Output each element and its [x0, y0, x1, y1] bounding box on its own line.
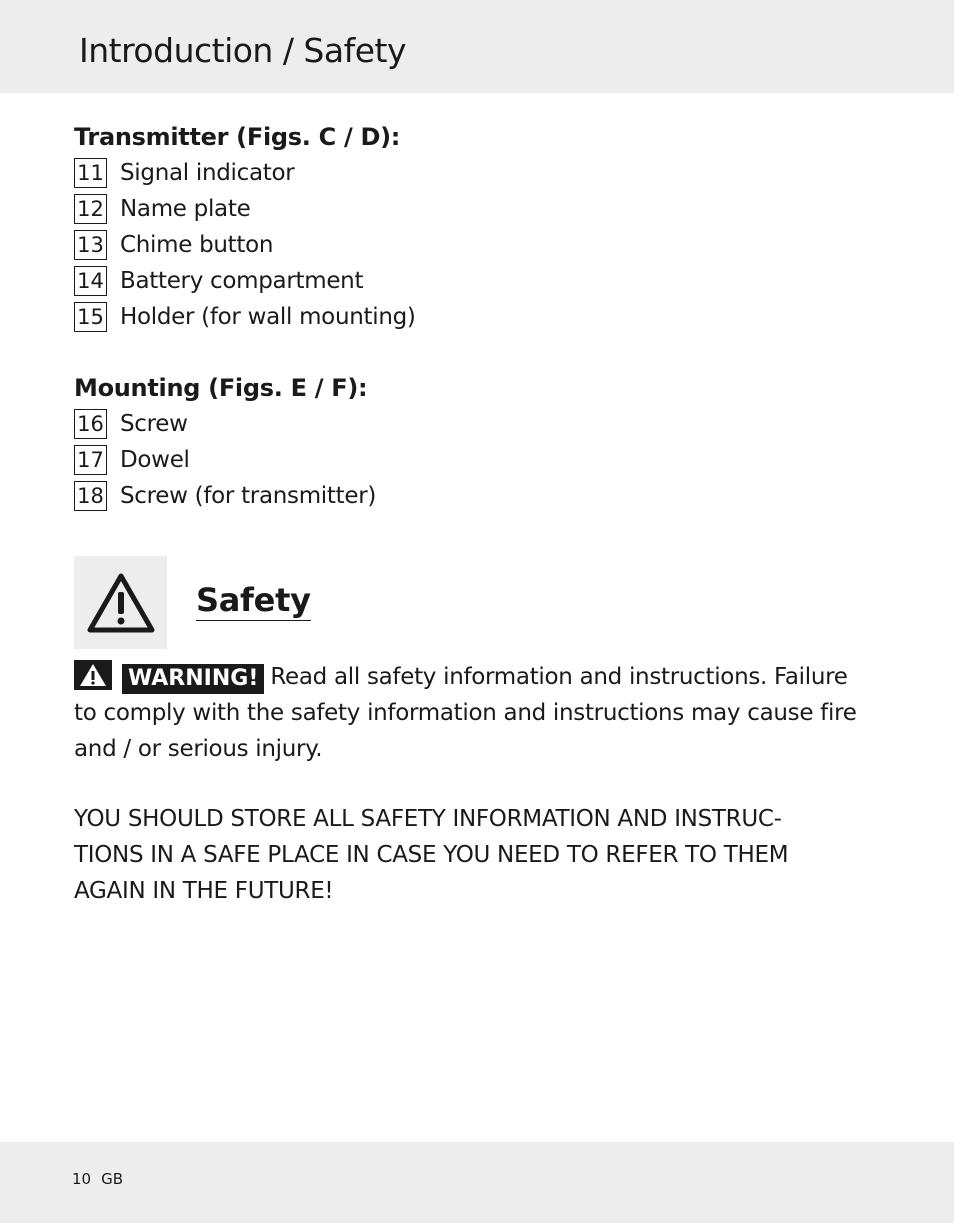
- item-label: Screw: [120, 411, 188, 437]
- item-label: Signal indicator: [120, 160, 295, 186]
- item-number: 11: [74, 158, 107, 188]
- page-header: [0, 0, 954, 93]
- storage-notice-line: AGAIN IN THE FUTURE!: [74, 878, 334, 904]
- list-item: [74, 155, 416, 191]
- item-number: 12: [74, 194, 107, 224]
- storage-notice: [74, 801, 874, 909]
- page-title: Introduction / Safety: [79, 31, 406, 70]
- language-code: GB: [101, 1170, 124, 1188]
- item-number: 18: [74, 481, 107, 511]
- storage-notice-line: TIONS IN A SAFE PLACE IN CASE YOU NEED TO REFER TO THEM: [74, 842, 789, 868]
- warning-label: WARNING!: [122, 664, 264, 694]
- item-number: 16: [74, 409, 107, 439]
- list-item: [74, 191, 416, 227]
- mounting-section: [74, 370, 376, 514]
- item-number: 14: [74, 266, 107, 296]
- warning-text: Read all safety information and instructions. Failure to comply with the safety information and instructions may cause fire and / or serious injury.: [74, 664, 857, 762]
- warning-paragraph: [74, 659, 874, 767]
- item-number: 13: [74, 230, 107, 260]
- warning-triangle-icon: [86, 572, 156, 634]
- list-item: [74, 406, 376, 442]
- list-item: [74, 263, 416, 299]
- list-item: [74, 478, 376, 514]
- item-label: Name plate: [120, 196, 251, 222]
- safety-heading: Safety: [196, 581, 311, 619]
- item-label: Dowel: [120, 447, 190, 473]
- page-number: 10: [72, 1170, 92, 1188]
- transmitter-heading: Transmitter (Figs. C / D):: [74, 123, 401, 151]
- transmitter-section: [74, 119, 416, 335]
- item-label: Screw (for transmitter): [120, 483, 377, 509]
- item-label: Battery compartment: [120, 268, 364, 294]
- footer-text: [72, 1170, 123, 1188]
- mounting-heading: Mounting (Figs. E / F):: [74, 374, 368, 402]
- page-footer: [0, 1142, 954, 1223]
- list-item: [74, 442, 376, 478]
- warning-small-icon: [74, 660, 112, 690]
- storage-notice-line: YOU SHOULD STORE ALL SAFETY INFORMATION AND INSTRUC-: [74, 806, 782, 832]
- item-number: 15: [74, 302, 107, 332]
- item-label: Chime button: [120, 232, 274, 258]
- item-label: Holder (for wall mounting): [120, 304, 416, 330]
- list-item: [74, 227, 416, 263]
- safety-icon-box: [74, 556, 167, 649]
- list-item: [74, 299, 416, 335]
- item-number: 17: [74, 445, 107, 475]
